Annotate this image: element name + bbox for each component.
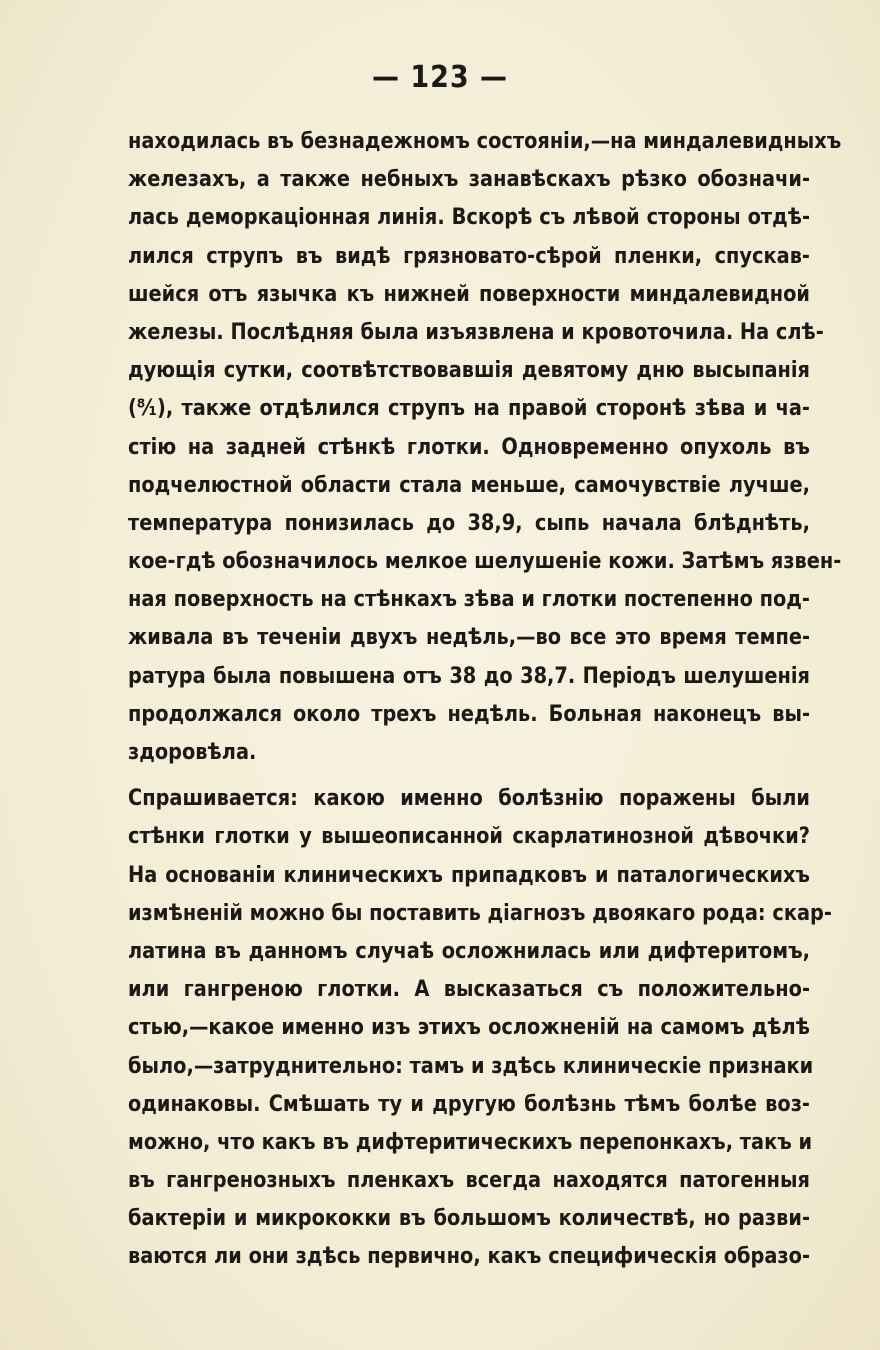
text-line: железахъ, а также небныхъ занавѣскахъ рѣзко обозначи- — [128, 166, 810, 193]
page-number: — 123 — — [371, 60, 509, 95]
text-line: На основаніи клиническихъ припадковъ и паталогическихъ — [128, 861, 810, 888]
text-line: подчелюстной области стала меньше, самочувствіе лучше, — [128, 471, 810, 498]
paragraph-1 — [128, 122, 842, 771]
text-line: стію на задней стѣнкѣ глотки. Одновременно опухоль въ — [128, 433, 810, 460]
text-line: было,—затруднительно: тамъ и здѣсь клиническіе признаки — [128, 1052, 814, 1079]
text-line: или гангреною глотки. А высказаться съ положительно- — [128, 976, 810, 1003]
text-line: ваются ли они здѣсь первично, какъ специфическія образо- — [128, 1243, 810, 1270]
text-line: латина въ данномъ случаѣ осложнилась или дифтеритомъ, — [128, 937, 810, 964]
text-line: можно, что какъ въ дифтеритическихъ перепонкахъ, такъ и — [128, 1128, 813, 1155]
text-line: живала въ теченіи двухъ недѣль,—во все это время темпе- — [128, 624, 810, 651]
text-line: продолжался около трехъ недѣль. Больная наконецъ вы- — [128, 700, 810, 727]
text-line: (⁸⁄₁), также отдѣлился струпъ на правой сторонѣ зѣва и ча- — [128, 395, 810, 422]
body-text — [128, 122, 842, 1276]
text-line: одинаковы. Смѣшать ту и другую болѣзнь тѣмъ болѣе воз- — [128, 1090, 810, 1117]
text-line: ная поверхность на стѣнкахъ зѣва и глотки постепенно под- — [128, 586, 810, 613]
text-line: кое-гдѣ обозначилось мелкое шелушеніе кожи. Затѣмъ язвен- — [128, 548, 842, 575]
text-line: стью,—какое именно изъ этихъ осложненій на самомъ дѣлѣ — [128, 1014, 810, 1041]
text-line: температура понизилась до 38,9, сыпь начала блѣднѣть, — [128, 509, 810, 536]
text-line: находилась въ безнадежномъ состояніи,—на миндалевидныхъ — [128, 128, 842, 154]
text-line: Спрашивается: какою именно болѣзнію поражены были — [128, 785, 810, 812]
text-line: стѣнки глотки у вышеописанной скарлатинозной дѣвочки? — [128, 823, 810, 850]
text-line: лась деморкаціонная линія. Вскорѣ съ лѣвой стороны отдѣ- — [128, 204, 810, 231]
paragraph-3 — [128, 856, 832, 1276]
text-line: шейся отъ язычка къ нижней поверхности миндалевидной — [128, 280, 810, 307]
text-line: измѣненій можно бы поставить діагнозъ двоякаго рода: скар- — [128, 899, 832, 926]
text-line: ратура была повышена отъ 38 до 38,7. Періодъ шелушенія — [128, 662, 810, 689]
text-line: дующія сутки, соотвѣтствовавшія девятому дню высыпанія — [128, 357, 810, 384]
text-line: здоровѣла. — [128, 739, 257, 765]
paragraph-2 — [128, 779, 810, 855]
text-line: лился струпъ въ видѣ грязновато-сѣрой пленки, спускав- — [128, 242, 810, 269]
text-line: бактеріи и микрококки въ большомъ количествѣ, но разви- — [128, 1205, 810, 1232]
paragraph-gap — [128, 771, 810, 779]
text-line: въ гангренозныхъ пленкахъ всегда находятся патогенныя — [128, 1167, 810, 1194]
text-line: железы. Послѣдняя была изъязвлена и кровоточила. На слѣ- — [128, 318, 824, 345]
